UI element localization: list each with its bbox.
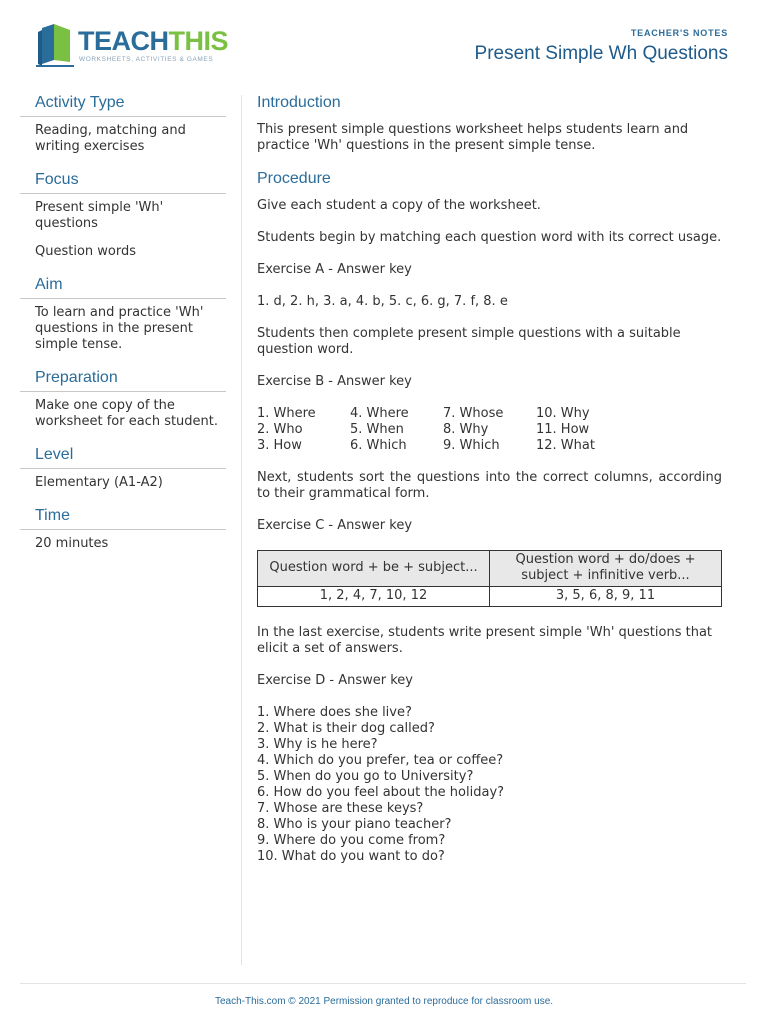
procedure-paragraph: In the last exercise, students write present simple 'Wh' questions that elicit a set of answers. — [257, 625, 713, 656]
brand-logo — [36, 22, 236, 70]
procedure-paragraph: Students then complete present simple questions with a suitable question word. — [257, 326, 681, 357]
table-row — [258, 587, 722, 607]
sidebar — [20, 94, 226, 568]
answer-item: 8. Why — [443, 422, 489, 437]
answer-item: 6. Which — [350, 438, 407, 453]
exercise-b-label: Exercise B - Answer key — [257, 374, 412, 389]
answer-item: 9. Which — [443, 438, 500, 453]
brand-name: TEACHTHIS — [78, 26, 229, 56]
list-item: 6. How do you feel about the holiday? — [257, 785, 505, 800]
list-item: 7. Whose are these keys? — [257, 801, 424, 816]
exercise-c-label: Exercise C - Answer key — [257, 518, 413, 533]
time-heading: Time — [20, 507, 226, 530]
focus-heading: Focus — [20, 171, 226, 194]
table-header-cell: Question word + do/does + subject + infinitive verb... — [490, 551, 722, 587]
answer-item: 3. How — [257, 438, 302, 453]
activity-type-section — [20, 94, 226, 155]
footer-text: Teach-This.com © 2021 Permission granted to reproduce for classroom use. — [214, 996, 554, 1007]
time-text: 20 minutes — [35, 536, 109, 551]
procedure-paragraph: Students begin by matching each question word with its correct usage. — [257, 230, 722, 245]
activity-type-heading: Activity Type — [20, 94, 226, 117]
level-text: Elementary (A1-A2) — [35, 475, 163, 490]
teachers-notes-label: TEACHER'S NOTES — [630, 28, 728, 38]
list-item: 10. What do you want to do? — [257, 849, 445, 864]
answer-item: 10. Why — [536, 406, 590, 421]
introduction-text: This present simple questions worksheet helps students learn and practice 'Wh' questions in the present simple tense. — [257, 122, 689, 153]
list-item: 8. Who is your piano teacher? — [257, 817, 452, 832]
table-header-cell: Question word + be + subject... — [258, 551, 490, 587]
procedure-heading: Procedure — [257, 170, 331, 187]
answer-row — [257, 422, 722, 438]
list-item: 2. What is their dog called? — [257, 721, 435, 736]
procedure-paragraph: Next, students sort the questions into the correct columns, according to their grammatical form. — [257, 470, 722, 501]
aim-section — [20, 276, 226, 353]
focus-section — [20, 171, 226, 260]
focus-item: Present simple 'Wh' questions — [35, 200, 164, 231]
answer-item: 5. When — [350, 422, 404, 437]
preparation-heading: Preparation — [20, 369, 226, 392]
list-item: 9. Where do you come from? — [257, 833, 446, 848]
main-content — [257, 94, 722, 865]
focus-item: Question words — [35, 244, 137, 259]
introduction-heading: Introduction — [257, 94, 341, 111]
table-cell: 1, 2, 4, 7, 10, 12 — [258, 587, 490, 607]
answer-item: 1. Where — [257, 406, 316, 421]
exercise-b-answers — [257, 406, 722, 454]
table-cell: 3, 5, 6, 8, 9, 11 — [490, 587, 722, 607]
exercise-a-answers: 1. d, 2. h, 3. a, 4. b, 5. c, 6. g, 7. f, 8. e — [257, 294, 508, 309]
table-header-row — [258, 551, 722, 587]
answer-item: 4. Where — [350, 406, 409, 421]
procedure-paragraph: Give each student a copy of the worksheet. — [257, 198, 541, 213]
exercise-a-label: Exercise A - Answer key — [257, 262, 412, 277]
answer-item: 11. How — [536, 422, 590, 437]
time-section — [20, 507, 226, 552]
preparation-text: Make one copy of the worksheet for each student. — [35, 398, 219, 429]
activity-type-text: Reading, matching and writing exercises — [35, 123, 186, 154]
aim-heading: Aim — [20, 276, 226, 299]
exercise-d-answers — [257, 705, 722, 865]
page-title: Present Simple Wh Questions — [474, 43, 728, 64]
answer-item: 7. Whose — [443, 406, 504, 421]
list-item: 1. Where does she live? — [257, 705, 412, 720]
list-item: 3. Why is he here? — [257, 737, 378, 752]
exercise-c-table — [257, 550, 722, 607]
answer-row — [257, 438, 722, 454]
level-section — [20, 446, 226, 491]
answer-item: 2. Who — [257, 422, 303, 437]
footer-divider — [20, 983, 746, 984]
brand-tagline: WORKSHEETS, ACTIVITIES & GAMES — [79, 56, 214, 63]
aim-text: To learn and practice 'Wh' questions in the present simple tense. — [35, 305, 204, 352]
answer-item: 12. What — [536, 438, 595, 453]
level-heading: Level — [20, 446, 226, 469]
answer-row — [257, 406, 722, 422]
preparation-section — [20, 369, 226, 430]
list-item: 5. When do you go to University? — [257, 769, 474, 784]
column-divider — [241, 95, 242, 965]
list-item: 4. Which do you prefer, tea or coffee? — [257, 753, 504, 768]
book-icon — [36, 22, 76, 68]
exercise-d-label: Exercise D - Answer key — [257, 673, 413, 688]
